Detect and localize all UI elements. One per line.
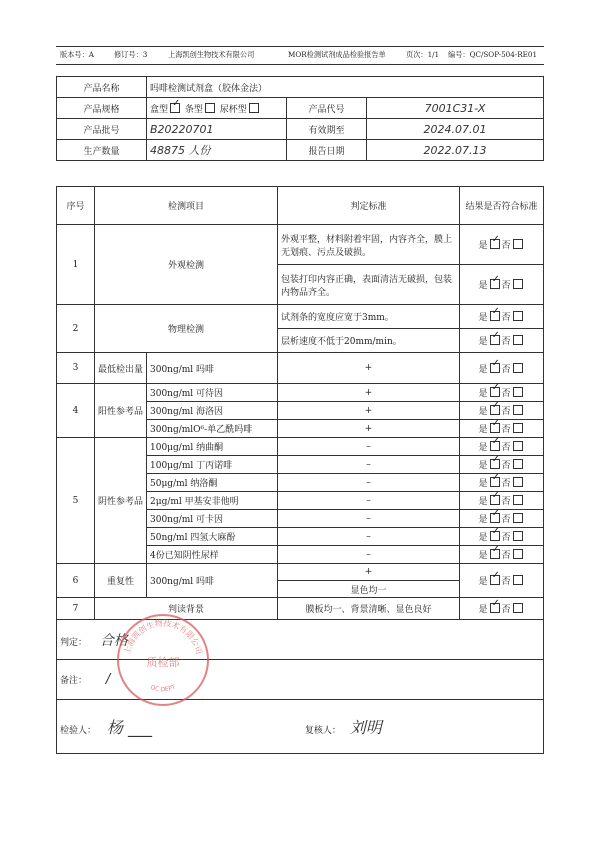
spec-strip-checkbox xyxy=(205,103,215,113)
reviewer-label: 复核人： xyxy=(304,726,341,736)
yes-label: 是 xyxy=(478,337,488,347)
inspector-signature: 杨 ___ xyxy=(106,718,152,737)
document-header xyxy=(56,47,544,63)
yes-checkbox xyxy=(490,363,500,373)
no-label: 否 xyxy=(501,577,511,587)
no-checkbox xyxy=(513,549,523,559)
yes-label: 是 xyxy=(478,497,488,507)
col-header-no: 序号 xyxy=(57,187,95,225)
no-label: 否 xyxy=(501,443,511,453)
result-cell xyxy=(460,510,544,528)
yes-checkbox xyxy=(490,441,500,451)
reference-sample: 300ng/ml 可卡因 xyxy=(147,510,278,528)
standard-sign: – xyxy=(278,528,460,546)
yes-label: 是 xyxy=(478,425,488,435)
yes-label: 是 xyxy=(478,479,488,489)
stamp-center-text: 质检部 xyxy=(146,656,180,669)
result-cell xyxy=(460,564,544,598)
yes-label: 是 xyxy=(478,515,488,525)
result-cell xyxy=(460,329,544,353)
yes-checkbox xyxy=(490,279,500,289)
no-checkbox xyxy=(513,387,523,397)
document-title: MOR检测试剂成品检验报告单 xyxy=(288,50,386,59)
product-name-value: 吗啡检测试剂盒（胶体金法） xyxy=(147,77,544,98)
no-label: 否 xyxy=(501,551,511,561)
standard-text: 包装打印内容正确，表面清洁无破损，包装内物品齐全。 xyxy=(278,265,460,305)
yes-label: 是 xyxy=(478,389,488,399)
no-label: 否 xyxy=(501,497,511,507)
no-checkbox xyxy=(513,441,523,451)
no-label: 否 xyxy=(501,605,511,615)
standard-sign: + xyxy=(278,564,460,581)
reference-sample: 300ng/ml 可待因 xyxy=(147,384,278,402)
inspector-label: 检验人： xyxy=(60,726,97,736)
yes-label: 是 xyxy=(478,533,488,543)
row-number: 3 xyxy=(57,353,95,384)
yes-checkbox xyxy=(490,513,500,523)
yes-checkbox xyxy=(490,477,500,487)
yes-label: 是 xyxy=(478,577,488,587)
yes-checkbox xyxy=(490,575,500,585)
standard-sign: + xyxy=(278,353,460,384)
test-item: 物理检测 xyxy=(95,305,278,353)
product-spec-options xyxy=(147,98,287,119)
yes-checkbox xyxy=(490,495,500,505)
test-item: 阴性参考品 xyxy=(95,438,147,564)
spec-box-checkbox xyxy=(170,103,180,113)
no-label: 否 xyxy=(501,337,511,347)
product-spec-label: 产品规格 xyxy=(57,98,147,119)
standard-text: 外观平整，材料附着牢固，内容齐全，膜上无划痕、污点及破损。 xyxy=(278,225,460,265)
product-code-label: 产品代号 xyxy=(287,98,367,119)
header-bottom-rule xyxy=(56,64,544,65)
stamp-company-text: 上海凯创生物技术有限公司 xyxy=(122,618,204,656)
no-checkbox xyxy=(513,495,523,505)
revision-text: 修订号：3 xyxy=(114,50,148,59)
yes-label: 是 xyxy=(478,407,488,417)
document-number: 编号：QC/SOP-504-RE01 xyxy=(448,50,538,59)
standard-text: 层析速度不低于20mm/min。 xyxy=(278,329,460,353)
row-number: 5 xyxy=(57,438,95,564)
spec-option-strip: 条型 xyxy=(184,104,203,115)
spec-cup-checkbox xyxy=(249,103,259,113)
yes-label: 是 xyxy=(478,461,488,471)
col-header-standard: 判定标准 xyxy=(278,187,460,225)
no-checkbox xyxy=(513,311,523,321)
result-cell xyxy=(460,492,544,510)
no-checkbox xyxy=(513,279,523,289)
no-label: 否 xyxy=(501,515,511,525)
result-cell xyxy=(460,225,544,265)
result-cell xyxy=(460,546,544,564)
no-label: 否 xyxy=(501,241,511,251)
no-checkbox xyxy=(513,423,523,433)
product-info-table xyxy=(56,76,544,161)
yes-checkbox xyxy=(490,405,500,415)
product-name-label: 产品名称 xyxy=(57,77,147,98)
report-date-value: 2022.07.13 xyxy=(367,140,544,161)
yes-label: 是 xyxy=(478,241,488,251)
yes-checkbox xyxy=(490,549,500,559)
yes-checkbox xyxy=(490,239,500,249)
no-checkbox xyxy=(513,459,523,469)
reference-sample: 300ng/ml 吗啡 xyxy=(147,353,278,384)
result-cell xyxy=(460,420,544,438)
qc-dept-stamp xyxy=(115,612,211,708)
batch-value: B20220701 xyxy=(147,119,287,140)
verdict-label: 判定： xyxy=(60,637,88,648)
test-item: 重复性 xyxy=(95,564,147,598)
quantity-label: 生产数量 xyxy=(57,140,147,161)
yes-checkbox xyxy=(490,311,500,321)
reference-sample: 300ng/ml 吗啡 xyxy=(147,564,278,598)
result-cell xyxy=(460,456,544,474)
standard-sign: + xyxy=(278,402,460,420)
remark-label: 备注： xyxy=(60,676,88,686)
reference-sample: 50ng/ml 四氢大麻酚 xyxy=(147,528,278,546)
standard-sign: + xyxy=(278,420,460,438)
svg-text:上海凯创生物技术有限公司 xyxy=(121,618,203,655)
reference-sample: 300ng/mlO⁶-单乙酰吗啡 xyxy=(147,420,278,438)
row-number: 6 xyxy=(57,564,95,598)
test-item: 判读背景 xyxy=(95,598,278,620)
yes-label: 是 xyxy=(478,605,488,615)
verdict-value: 合格 xyxy=(99,632,128,649)
yes-label: 是 xyxy=(478,364,488,375)
standard-text: 膜板均一、背景清晰、显色良好 xyxy=(278,598,460,620)
quantity-value: 48875 人份 xyxy=(147,140,287,161)
no-label: 否 xyxy=(501,425,511,435)
reference-sample: 300ng/ml 海洛因 xyxy=(147,402,278,420)
no-checkbox xyxy=(513,603,523,613)
no-checkbox xyxy=(513,239,523,249)
spec-option-cup: 尿杯型 xyxy=(219,104,247,115)
col-header-result: 结果是否符合标准 xyxy=(460,187,544,225)
result-cell xyxy=(460,384,544,402)
reference-sample: 100μg/ml 丁丙诺啡 xyxy=(147,456,278,474)
yes-checkbox xyxy=(490,603,500,613)
standard-sign: – xyxy=(278,474,460,492)
no-label: 否 xyxy=(501,389,511,399)
reference-sample: 50μg/ml 纳洛酮 xyxy=(147,474,278,492)
result-cell xyxy=(460,598,544,620)
yes-checkbox xyxy=(490,335,500,345)
no-checkbox xyxy=(513,513,523,523)
version-text: 版本号：A xyxy=(60,50,94,59)
page-indicator: 页次：1/1 xyxy=(406,50,440,59)
no-label: 否 xyxy=(501,364,511,375)
row-number: 1 xyxy=(57,225,95,305)
yes-label: 是 xyxy=(478,313,488,323)
expiry-value: 2024.07.01 xyxy=(367,119,544,140)
yes-checkbox xyxy=(490,387,500,397)
standard-text: 显色均一 xyxy=(278,581,460,598)
col-header-item: 检测项目 xyxy=(95,187,278,225)
no-label: 否 xyxy=(501,313,511,323)
stamp-bottom-text: QC DEPT xyxy=(149,683,177,694)
test-item: 最低检出量 xyxy=(95,353,147,384)
no-checkbox xyxy=(513,575,523,585)
standard-sign: – xyxy=(278,456,460,474)
reference-sample: 4份已知阴性尿样 xyxy=(147,546,278,564)
standard-text: 试剂条的宽度应宽于3mm。 xyxy=(278,305,460,329)
standard-sign: – xyxy=(278,546,460,564)
no-checkbox xyxy=(513,531,523,541)
yes-label: 是 xyxy=(478,443,488,453)
spec-option-box: 盒型 xyxy=(150,104,169,115)
remark-value: / xyxy=(105,672,111,687)
standard-sign: + xyxy=(278,384,460,402)
row-number: 2 xyxy=(57,305,95,353)
no-label: 否 xyxy=(501,281,511,291)
row-number: 4 xyxy=(57,384,95,438)
no-checkbox xyxy=(513,405,523,415)
no-checkbox xyxy=(513,477,523,487)
standard-sign: – xyxy=(278,492,460,510)
company-name: 上海凯创生物技术有限公司 xyxy=(168,50,255,59)
standard-sign: – xyxy=(278,510,460,528)
expiry-label: 有效期至 xyxy=(287,119,367,140)
no-checkbox xyxy=(513,363,523,373)
no-label: 否 xyxy=(501,533,511,543)
yes-checkbox xyxy=(490,423,500,433)
no-label: 否 xyxy=(501,479,511,489)
result-cell xyxy=(460,305,544,329)
yes-checkbox xyxy=(490,531,500,541)
report-date-label: 报告日期 xyxy=(287,140,367,161)
reference-sample: 100μg/ml 纳曲酮 xyxy=(147,438,278,456)
svg-text:QC DEPT xyxy=(149,684,177,694)
result-cell xyxy=(460,438,544,456)
result-cell xyxy=(460,265,544,305)
no-label: 否 xyxy=(501,407,511,417)
batch-label: 产品批号 xyxy=(57,119,147,140)
result-cell xyxy=(460,474,544,492)
yes-label: 是 xyxy=(478,281,488,291)
result-cell xyxy=(460,402,544,420)
row-number: 7 xyxy=(57,598,95,620)
test-item: 阳性参考品 xyxy=(95,384,147,438)
yes-checkbox xyxy=(490,459,500,469)
reference-sample: 2μg/ml 甲基安非他明 xyxy=(147,492,278,510)
yes-label: 是 xyxy=(478,551,488,561)
test-item: 外观检测 xyxy=(95,225,278,305)
result-cell xyxy=(460,528,544,546)
no-checkbox xyxy=(513,335,523,345)
no-label: 否 xyxy=(501,461,511,471)
result-cell xyxy=(460,353,544,384)
standard-sign: – xyxy=(278,438,460,456)
product-code-value: 7001C31-X xyxy=(367,98,544,119)
reviewer-signature: 刘明 xyxy=(349,718,382,737)
